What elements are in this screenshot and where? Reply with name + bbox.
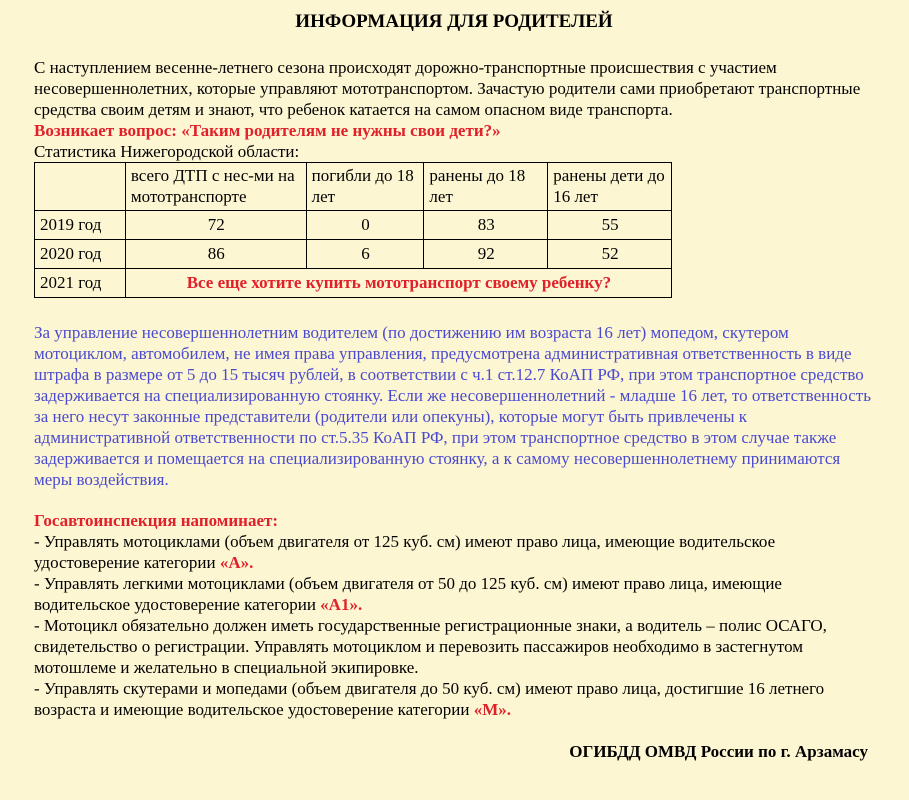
table-year-cell: 2020 год <box>35 240 126 269</box>
question-line: Возникает вопрос: «Таким родителям не нужны свои дети?» <box>34 121 501 140</box>
table-cell: 83 <box>424 211 548 240</box>
table-row <box>35 211 672 240</box>
table-header-row <box>35 163 672 211</box>
reminder-item <box>34 531 874 573</box>
table-row <box>35 269 672 298</box>
liability-paragraph: За управление несовершеннолетним водителем (по достижению им возраста 16 лет) мопедом, скутером мотоциклом, автомобилем, не имея права управления, предусмотрена административная ответственность в виде штрафа в размере от 5 до 15 тысяч рублей, в соответствии с ч.1 ст.12.7 КоАП РФ, при этом транспортное средство задерживается на специализированную стоянку. Если же несовершеннолетний - младше 16 лет, то ответственность за него несут законные представители (родители или опекуны), которые могут быть привлечены к административной ответственности по ст.5.35 КоАП РФ, при этом транспортное средство в этом случае также задерживается и помещается на специализированную стоянку, а к самому несовершеннолетнему принимаются меры воздействия. <box>34 323 871 489</box>
intro-section <box>34 57 874 162</box>
document-page <box>34 10 874 762</box>
table-year-cell: 2019 год <box>35 211 126 240</box>
table-header-cell: погибли до 18 лет <box>306 163 424 211</box>
table-cell: 6 <box>306 240 424 269</box>
license-category: «А». <box>219 553 254 572</box>
reminder-item <box>34 678 874 720</box>
reminder-item-text: - Управлять легкими мотоциклами (объем двигателя от 50 до 125 куб. см) имеют право лица, имеющие водительское удостоверение категории <box>34 574 782 614</box>
table-header-cell: всего ДТП с нес-ми на мототранспорте <box>125 163 306 211</box>
table-year-cell: 2021 год <box>35 269 126 298</box>
table-cell: 72 <box>125 211 306 240</box>
reminder-item-text: - Мотоцикл обязательно должен иметь государственные регистрационные знаки, а водитель – полис ОСАГО, свидетельство о регистрации. Управлять мотоциклом и перевозить пассажиров необходимо в застегнутом мотошлеме и желательно в специальной экипировке. <box>34 616 827 677</box>
reminder-item-text: - Управлять мотоциклами (объем двигателя от 125 куб. см) имеют право лица, имеющие водительское удостоверение категории <box>34 532 776 572</box>
table-slogan-cell: Все еще хотите купить мототранспорт своему ребенку? <box>125 269 671 298</box>
license-category: «А1». <box>320 595 363 614</box>
stats-caption: Статистика Нижегородской области: <box>34 142 300 161</box>
table-cell: 92 <box>424 240 548 269</box>
table-cell: 0 <box>306 211 424 240</box>
reminder-section <box>34 510 874 720</box>
page-title: ИНФОРМАЦИЯ ДЛЯ РОДИТЕЛЕЙ <box>295 11 613 32</box>
reminder-heading: Госавтоинспекция напоминает: <box>34 511 279 530</box>
table-cell: 86 <box>125 240 306 269</box>
signature: ОГИБДД ОМВД России по г. Арзамасу <box>569 742 868 761</box>
table-row <box>35 240 672 269</box>
table-header-cell: ранены до 18 лет <box>424 163 548 211</box>
table-header-cell <box>35 163 126 211</box>
license-category: «М». <box>473 700 512 719</box>
reminder-item-text: - Управлять скутерами и мопедами (объем двигателя до 50 куб. см) имеют право лица, достигшие 16 летнего возраста и имеющие водительское удостоверение категории <box>34 679 825 719</box>
reminder-item <box>34 615 874 678</box>
table-cell: 52 <box>548 240 672 269</box>
intro-paragraph: С наступлением весенне-летнего сезона происходят дорожно-транспортные происшествия с участием несовершеннолетних, которые управляют мототранспортом. Зачастую родители сами приобретают транспортные средства своим детям и знают, что ребенок катается на самом опасном виде транспорта. <box>34 58 861 119</box>
reminder-item <box>34 573 874 615</box>
table-header-cell: ранены дети до 16 лет <box>548 163 672 211</box>
table-cell: 55 <box>548 211 672 240</box>
stats-table <box>34 162 672 298</box>
